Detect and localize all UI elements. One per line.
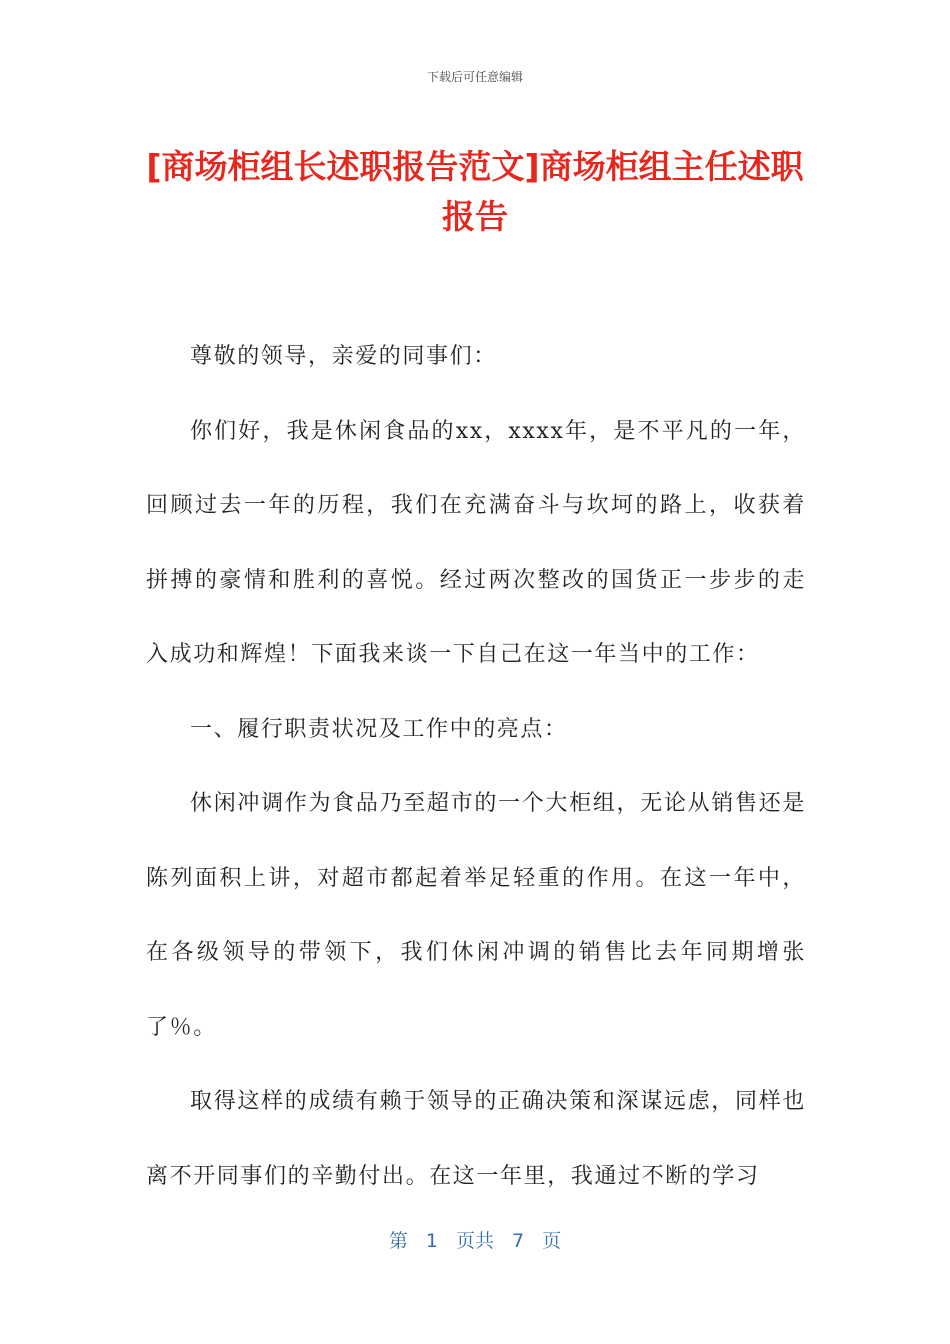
- paragraph-salutation: 尊敬的领导，亲爱的同事们：: [190, 344, 497, 369]
- document-title: [商场柜组长述职报告范文]商场柜组主任述职报告: [146, 147, 804, 236]
- header-note: 下载后可任意编辑: [426, 70, 523, 84]
- page-number: 第 1 页共 7 页: [388, 1230, 562, 1252]
- paragraph-achievement: 取得这样的成绩有赖于领导的正确决策和深谋远虑，同样也离不开同事们的辛勤付出。在这一年里，我通过不断的学习: [146, 1089, 806, 1189]
- paragraph-sales: 休闲冲调作为食品乃至超市的一个大柜组，无论从销售还是陈列面积上讲，对超市都起着举足轻重的作用。在这一年中，在各级领导的带领下，我们休闲冲调的销售比去年同期增张了％。: [146, 791, 806, 1040]
- paragraph-intro: 你们好，我是休闲食品的xx，xxxx年，是不平凡的一年，回顾过去一年的历程，我们在充满奋斗与坎坷的路上，收获着拼搏的豪情和胜利的喜悦。经过两次整改的国货正一步步的走入成功和辉煌！下面我来谈一下自己在这一年当中的工作：: [146, 418, 806, 667]
- document-body: [146, 320, 806, 1214]
- paragraph-section-heading: 一、履行职责状况及工作中的亮点：: [190, 716, 568, 742]
